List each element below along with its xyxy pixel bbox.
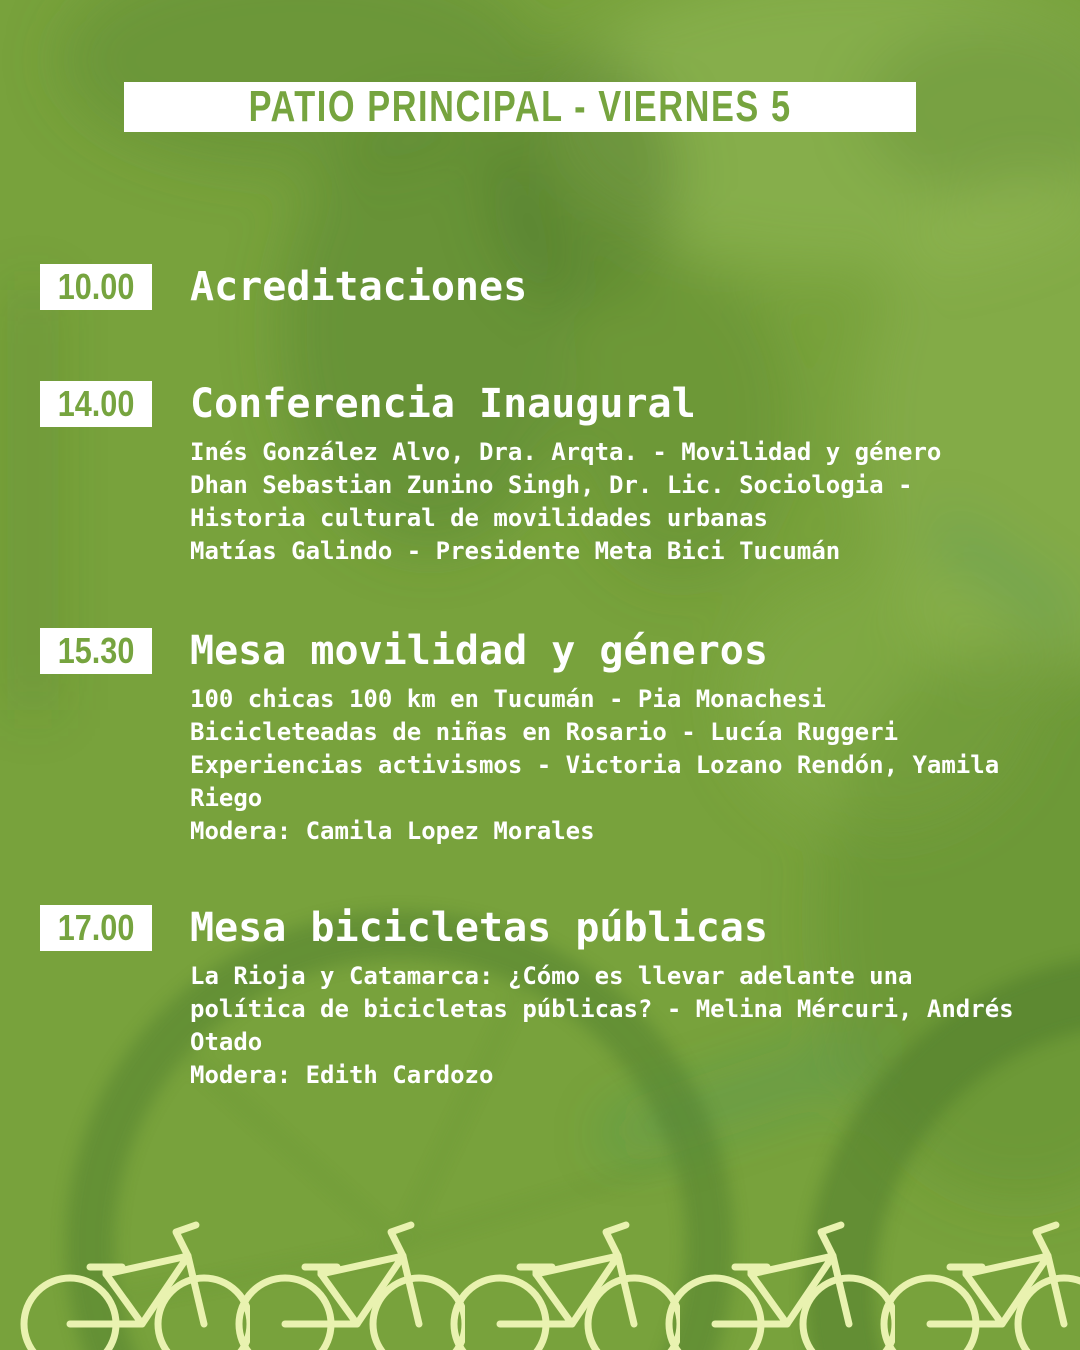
page-title: PATIO PRINCIPAL - VIERNES 5 [248,82,792,131]
session-content [190,905,1035,1092]
session-detail-line: Dhan Sebastian Zunino Singh, Dr. Lic. Sociologia - Historia cultural de movilidades urbanas [190,471,913,532]
time-badge [40,905,152,951]
time-badge [40,628,152,674]
session-content [190,381,1035,568]
time-label: 17.00 [57,907,135,948]
bicycle-outline-icon [663,1220,895,1350]
session-detail-line: Inés González Alvo, Dra. Arqta. - Movilidad y género [190,438,942,466]
bicycle-outline-icon [18,1220,250,1350]
session-title: Acreditaciones [190,264,528,310]
schedule-row [40,381,1035,568]
session-detail-line: La Rioja y Catamarca: ¿Cómo es llevar adelante una política de bicicletas públicas? - Melina Mércuri, Andrés Otado [190,962,1014,1056]
time-label: 14.00 [57,383,135,424]
bicycle-outline-icon [878,1220,1080,1350]
bicycle-outline-icon [448,1220,680,1350]
session-detail-line: 100 chicas 100 km en Tucumán - Pia Monachesi [190,685,826,713]
session-detail-line: Bicicleteadas de niñas en Rosario - Lucía Ruggeri [190,718,899,746]
session-content [190,264,1035,319]
session-title: Conferencia Inaugural [190,381,696,427]
schedule-row [40,628,1035,848]
bicycle-outline-icon [233,1220,465,1350]
session-title: Mesa movilidad y géneros [190,628,768,674]
session-details [190,960,1035,1092]
time-label: 15.30 [57,630,135,671]
session-details [190,436,1035,568]
session-detail-line: Modera: Edith Cardozo [190,1061,494,1089]
time-badge [40,381,152,427]
footer-bike-row [0,1220,1080,1350]
session-detail-line: Modera: Camila Lopez Morales [190,817,595,845]
session-title: Mesa bicicletas públicas [190,905,768,951]
header-title-bar [124,82,916,132]
session-detail-line: Matías Galindo - Presidente Meta Bici Tucumán [190,537,841,565]
schedule-row [40,905,1035,1092]
session-detail-line: Experiencias activismos - Victoria Lozano Rendón, Yamila Riego [190,751,1000,812]
schedule-row [40,264,1035,319]
time-badge [40,264,152,310]
time-label: 10.00 [57,266,135,307]
session-details [190,683,1035,848]
session-content [190,628,1035,848]
